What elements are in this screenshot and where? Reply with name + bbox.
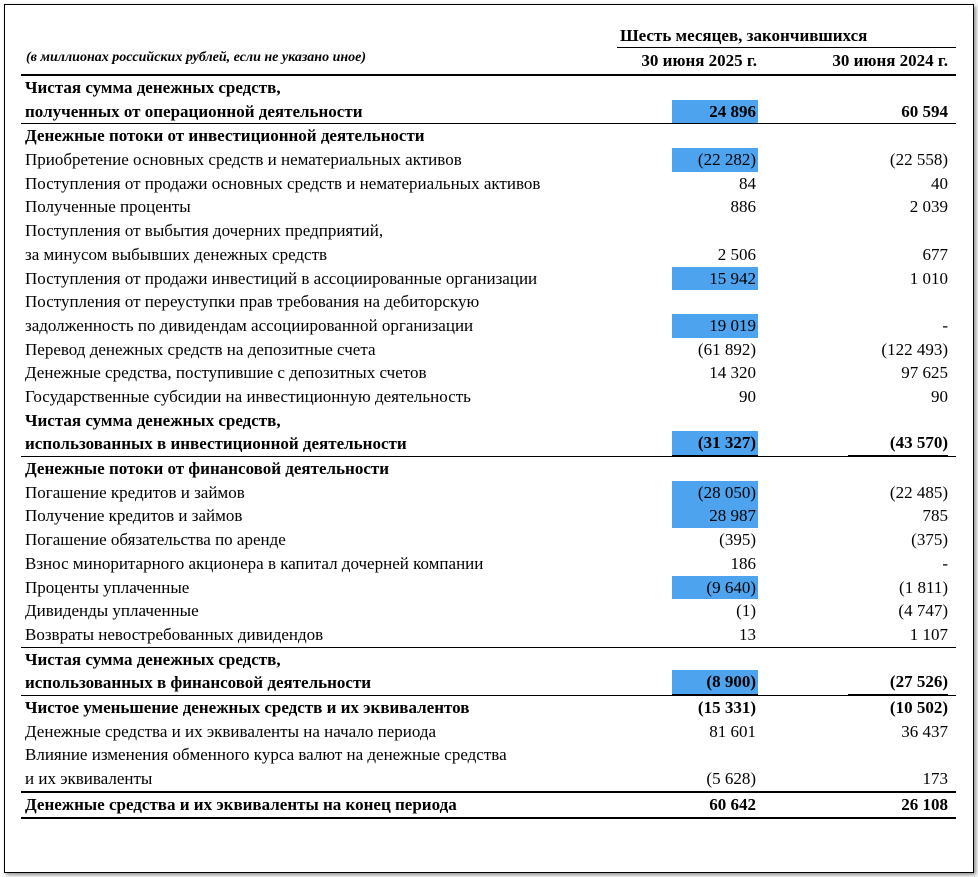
row-label: Денежные средства и их эквиваленты на конец периода — [25, 794, 457, 814]
table-row — [21, 76, 956, 123]
value-2025: 28 987 — [672, 504, 758, 528]
value-2024: 60 594 — [901, 101, 948, 121]
value-2025: 886 — [730, 197, 756, 217]
table-row — [21, 457, 956, 481]
value-2025: 60 642 — [709, 794, 756, 814]
column-header-2025: 30 июня 2025 г. — [641, 51, 757, 70]
table-row — [21, 599, 956, 623]
row-label: использованных в инвестиционной деятельности — [25, 434, 407, 454]
value-2024: (4 747) — [898, 601, 948, 621]
value-2025: (9 640) — [672, 576, 758, 600]
row-label: Проценты уплаченные — [25, 577, 190, 597]
statement-frame — [4, 4, 974, 873]
value-2025: (395) — [719, 530, 756, 550]
value-2025: (31 327) — [672, 431, 758, 456]
row-label: задолженность по дивидендам ассоциированной организации — [25, 315, 474, 335]
value-2024: (22 558) — [889, 150, 948, 170]
value-2024: (10 502) — [889, 697, 948, 717]
value-2024: (122 493) — [881, 339, 948, 359]
row-label: и их эквиваленты — [25, 769, 153, 789]
row-label: Чистая сумма денежных средств, — [25, 649, 281, 669]
row-label: полученных от операционной деятельности — [25, 101, 363, 121]
row-label: Взнос миноритарного акционера в капитал дочерней компании — [25, 553, 484, 573]
table-row — [21, 409, 956, 456]
value-2025: (1) — [736, 601, 756, 621]
table-row — [21, 290, 956, 337]
table-bottom-rule — [21, 817, 956, 819]
units-note: (в миллионах российских рублей, если не указано иное) — [26, 50, 366, 65]
table-row — [21, 124, 956, 148]
table-row — [21, 793, 956, 817]
table-row — [21, 361, 956, 385]
row-label: Денежные потоки от финансовой деятельности — [25, 459, 390, 479]
table-row — [21, 528, 956, 552]
value-2025: (8 900) — [672, 670, 758, 695]
value-2025 — [672, 124, 758, 148]
value-2024: 40 — [931, 173, 948, 193]
value-2024: 26 108 — [901, 794, 948, 814]
value-2024: 677 — [922, 244, 948, 264]
table-row — [21, 148, 956, 172]
value-2025: (61 892) — [697, 339, 756, 359]
row-label: использованных в финансовой деятельности — [25, 673, 372, 693]
value-2025: (22 282) — [672, 148, 758, 172]
value-2025: 14 320 — [709, 363, 756, 383]
row-label: Денежные средства и их эквиваленты на начало периода — [25, 721, 437, 741]
value-2025: (15 331) — [697, 697, 756, 717]
row-label: Государственные субсидии на инвестиционную деятельность — [25, 386, 471, 406]
value-2025: 81 601 — [709, 721, 756, 741]
value-2024: (27 526) — [848, 670, 948, 695]
row-label: Полученные проценты — [25, 197, 191, 217]
value-2024 — [848, 124, 948, 148]
value-2025: 2 506 — [717, 244, 756, 264]
value-2025: 186 — [730, 553, 756, 573]
row-label: Денежные средства, поступившие с депозитных счетов — [25, 363, 427, 383]
row-label: Перевод денежных средств на депозитные счета — [25, 339, 376, 359]
table-row — [21, 743, 956, 790]
value-2024: (375) — [911, 530, 948, 550]
value-2024: (1 811) — [899, 577, 948, 597]
value-2025 — [672, 457, 758, 481]
value-2025: 19 019 — [672, 314, 758, 338]
table-row — [21, 385, 956, 409]
table-row — [21, 219, 956, 266]
value-2024: 90 — [931, 386, 948, 406]
table-row — [21, 648, 956, 695]
table-row — [21, 338, 956, 362]
cash-flow-table — [21, 74, 956, 819]
table-row — [21, 504, 956, 528]
row-label: Поступления от продажи инвестиций в ассоциированные организации — [25, 268, 538, 288]
period-header: Шесть месяцев, закончившихся — [620, 26, 868, 45]
row-label: Погашение кредитов и займов — [25, 482, 245, 502]
value-2025: 90 — [739, 386, 756, 406]
value-2025: (28 050) — [672, 481, 758, 505]
period-underline — [617, 47, 956, 48]
row-label: Поступления от продажи основных средств и нематериальных активов — [25, 173, 541, 193]
row-label: Погашение обязательства по аренде — [25, 530, 286, 550]
table-row — [21, 195, 956, 219]
value-2025: 13 — [739, 624, 756, 644]
table-row — [21, 172, 956, 196]
value-2024: 785 — [922, 506, 948, 526]
row-label: Денежные потоки от инвестиционной деятельности — [25, 126, 425, 146]
value-2025: 15 942 — [672, 267, 758, 291]
row-label: Приобретение основных средств и нематериальных активов — [25, 150, 462, 170]
table-row — [21, 267, 956, 291]
row-label: Влияние изменения обменного курса валют на денежные средства — [25, 745, 507, 765]
value-2024: (43 570) — [848, 431, 948, 456]
table-row — [21, 552, 956, 576]
value-2024: - — [942, 553, 948, 573]
value-2024: 1 010 — [909, 268, 948, 288]
value-2024: 2 039 — [909, 197, 948, 217]
row-label: за минусом выбывших денежных средств — [25, 244, 328, 264]
value-2024: 36 437 — [901, 721, 948, 741]
value-2024: (22 485) — [889, 482, 948, 502]
row-label: Чистая сумма денежных средств, — [25, 410, 281, 430]
value-2025: 24 896 — [672, 100, 758, 124]
table-row — [21, 720, 956, 744]
row-label: Поступления от переуступки прав требования на дебиторскую — [25, 292, 480, 312]
row-label: Дивиденды уплаченные — [25, 601, 199, 621]
row-label: Получение кредитов и займов — [25, 506, 243, 526]
row-label: Поступления от выбытия дочерних предприятий, — [25, 221, 384, 241]
row-label: Возвраты невостребованных дивидендов — [25, 624, 324, 644]
row-label: Чистая сумма денежных средств, — [25, 78, 281, 97]
value-2025: 84 — [739, 173, 756, 193]
value-2024: 1 107 — [909, 624, 948, 644]
value-2024 — [848, 457, 948, 481]
table-row — [21, 696, 956, 720]
table-row — [21, 576, 956, 600]
value-2024: 173 — [922, 769, 948, 789]
value-2025: (5 628) — [706, 769, 756, 789]
table-row — [21, 623, 956, 647]
row-label: Чистое уменьшение денежных средств и их эквивалентов — [25, 697, 470, 717]
table-row — [21, 481, 956, 505]
value-2024: - — [942, 315, 948, 335]
column-header-2024: 30 июня 2024 г. — [832, 51, 948, 70]
value-2024: 97 625 — [901, 363, 948, 383]
